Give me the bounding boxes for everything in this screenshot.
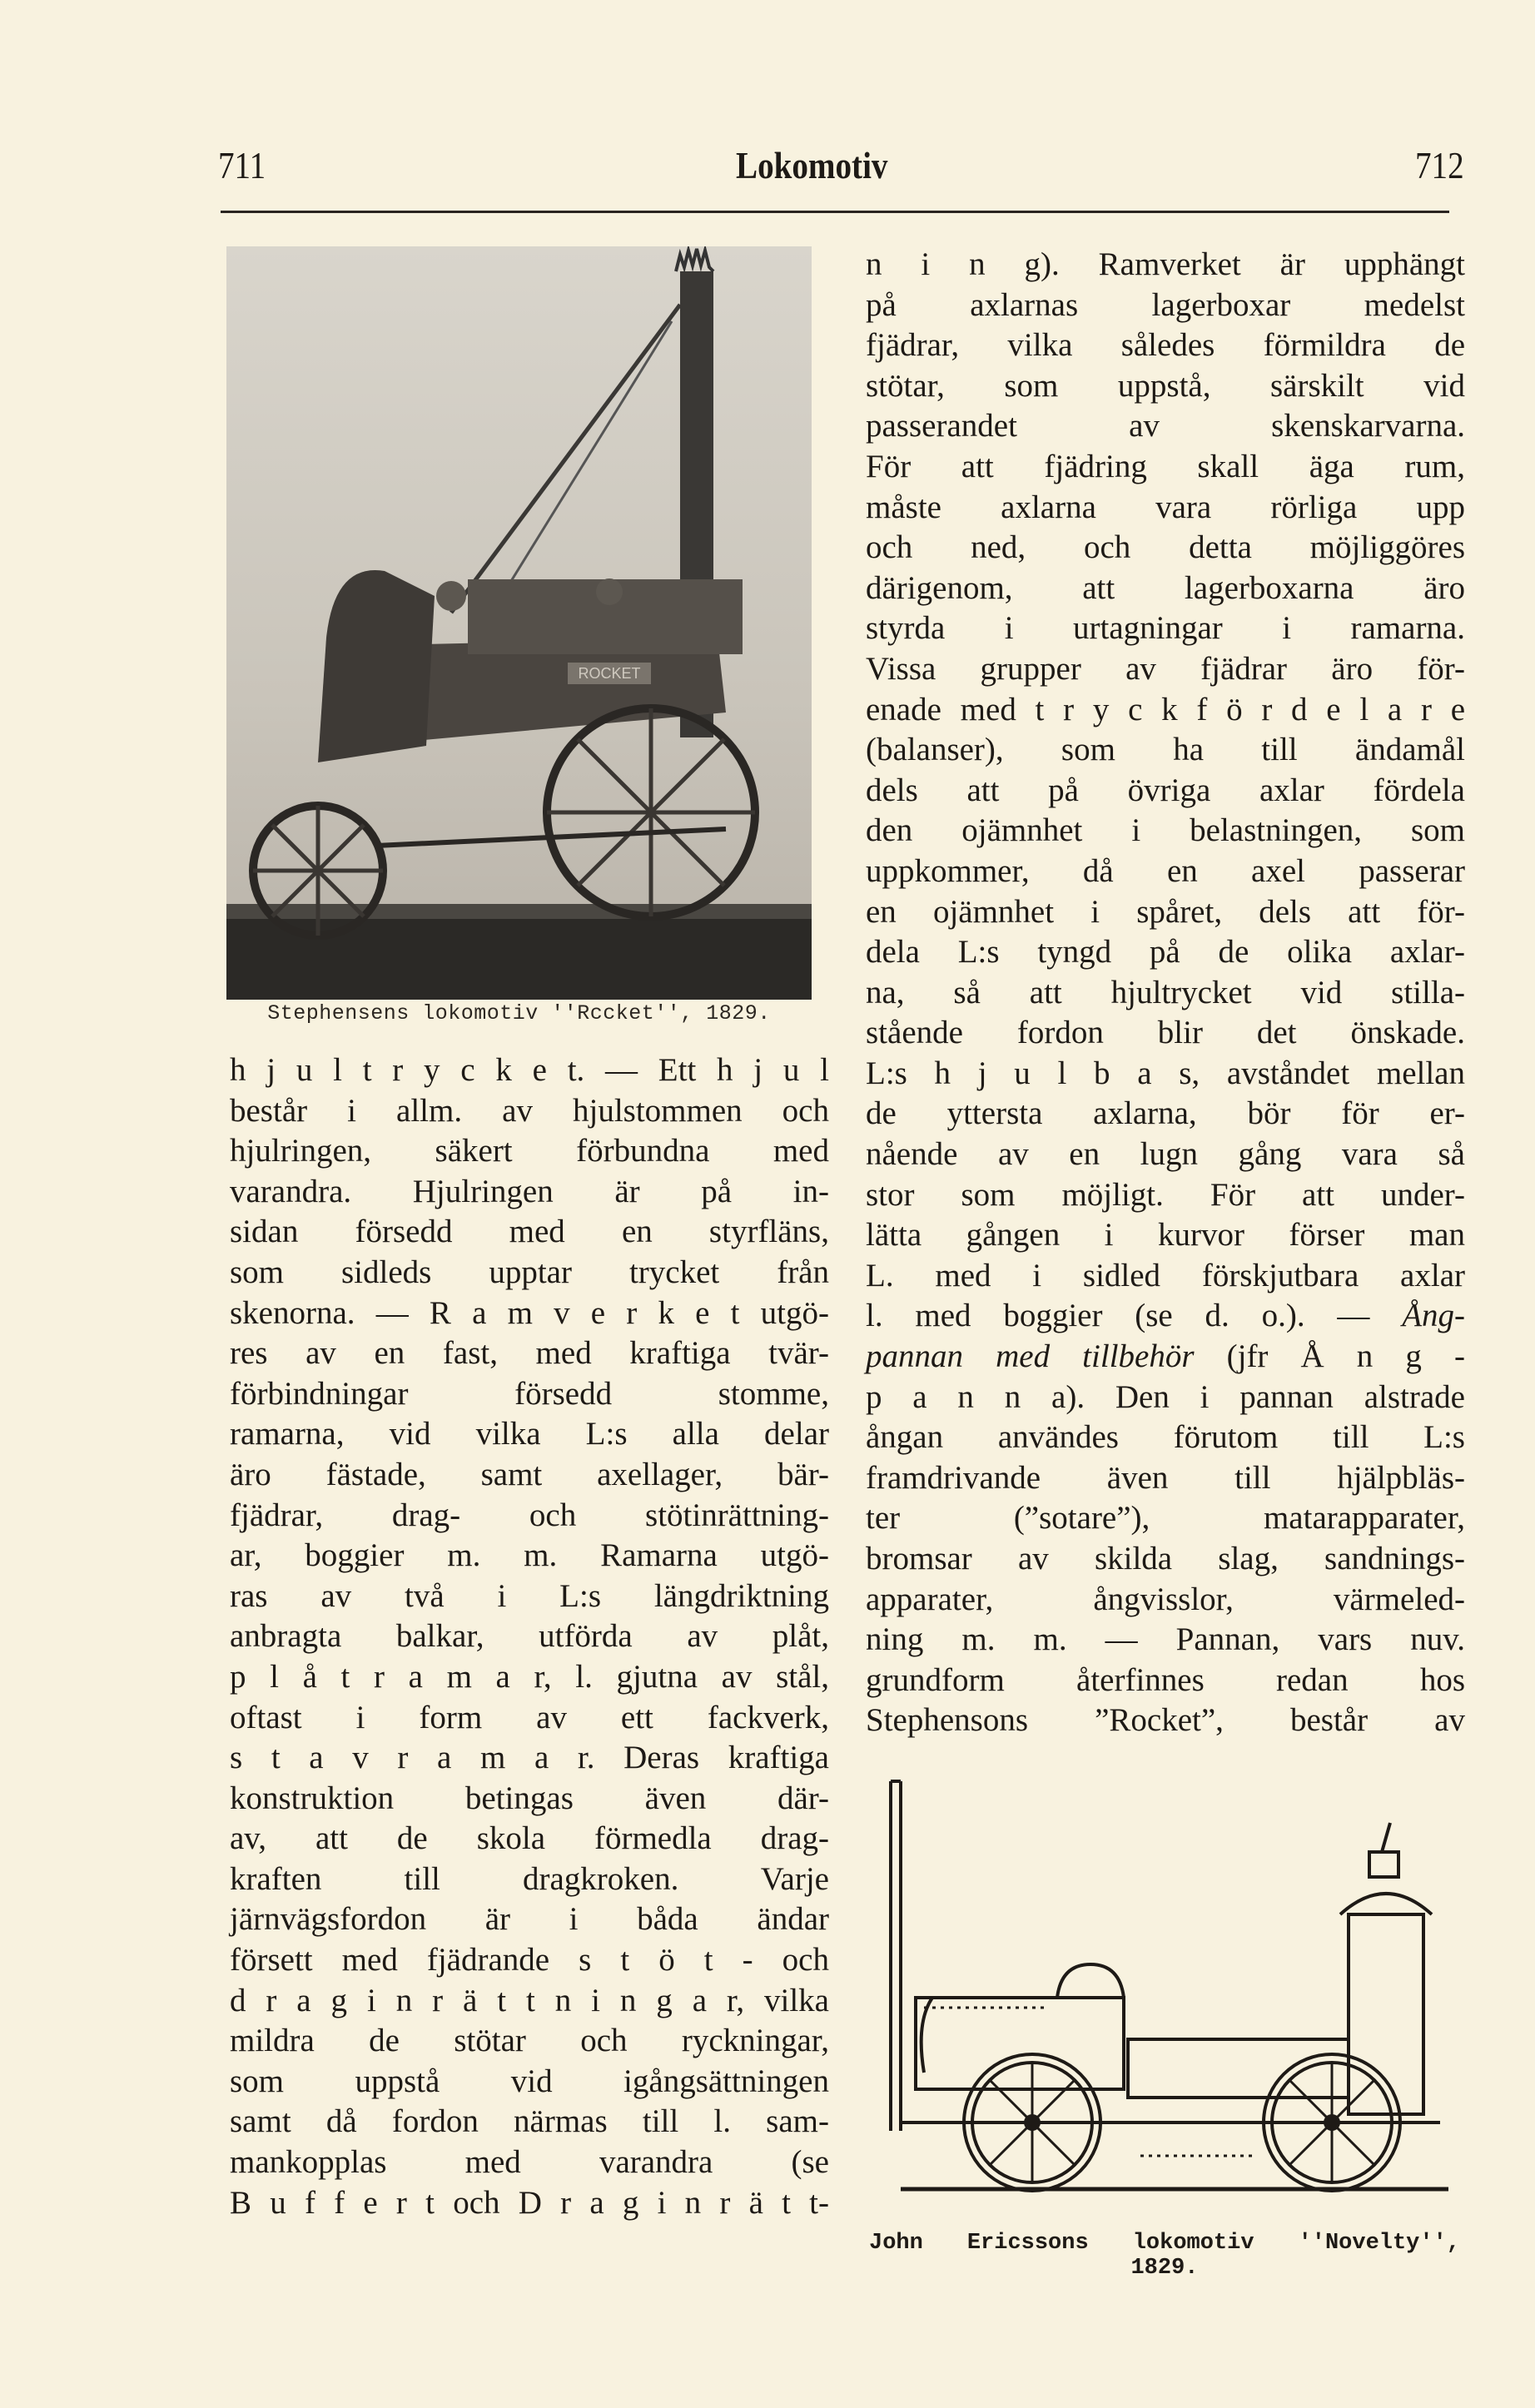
line-text: som uppstå vid igångsättningen	[230, 2063, 829, 2099]
text-line	[866, 649, 1465, 690]
text-line	[230, 1253, 829, 1293]
rocket-plate-text: ROCKET	[578, 665, 641, 682]
line-text: apparater, ångvisslor, värmeled-	[866, 1581, 1465, 1617]
line-text: oftast i form av ett fackverk,	[230, 1699, 829, 1735]
text-line	[866, 1215, 1465, 1256]
text-line	[866, 1539, 1465, 1580]
text-line	[866, 1417, 1465, 1458]
novelty-caption-line-2: 1829.	[1130, 2256, 1199, 2281]
line-text: L. med i sidled förskjutbara axlar	[866, 1257, 1465, 1293]
rocket-photo-caption: Stephensens lokomotiv ''Rccket'', 1829.	[267, 1001, 771, 1025]
running-title: Lokomotiv	[736, 144, 888, 186]
header-rule	[221, 211, 1449, 213]
text-line	[230, 1899, 829, 1940]
left-text-column	[230, 1050, 829, 2223]
line-text: på axlarnas lagerboxar medelst	[866, 286, 1465, 323]
text-line	[866, 528, 1465, 568]
line-text: (balanser), som ha till ändamål	[866, 732, 1465, 768]
text-line	[866, 285, 1465, 326]
text-line	[230, 1050, 829, 1091]
line-text: sidan försedd med en styrfläns,	[230, 1214, 829, 1250]
line-text: bromsar av skilda slag, sandnings-	[866, 1541, 1465, 1576]
text-line	[230, 1333, 829, 1374]
line-text: n i n g). Ramverket är upphängt	[866, 246, 1465, 282]
line-text: som sidleds upptar trycket från	[230, 1254, 829, 1290]
line-text: äro fästade, samt axellager, bär-	[230, 1456, 829, 1492]
text-line	[866, 1296, 1465, 1337]
line-text: måste axlarna vara rörliga upp	[866, 489, 1465, 525]
text-line	[230, 1496, 829, 1537]
novelty-locomotive-drawing	[866, 1773, 1465, 2218]
line-text: ter (”sotare”), matarapparater,	[866, 1500, 1465, 1537]
line-text: fjädrar, vilka således förmildra de	[866, 327, 1465, 364]
italic-text: Ång-	[1402, 1298, 1465, 1334]
line-text: l. med boggier (se d. o.). —	[866, 1298, 1403, 1334]
line-text: ning m. m. — Pannan, vars nuv.	[866, 1621, 1465, 1658]
line-text: hjulringen, säkert förbundna med	[230, 1133, 829, 1169]
line-text: de yttersta axlarna, bör för er-	[866, 1095, 1465, 1132]
text-line	[866, 1175, 1465, 1216]
line-text: s t a v r a m a r. Deras kraftiga	[230, 1740, 829, 1776]
text-line	[866, 892, 1465, 933]
line-text: h j u l t r y c k e t. — Ett h j u l	[230, 1052, 829, 1088]
text-line	[866, 608, 1465, 649]
line-text: och ned, och detta möjliggöres	[866, 529, 1465, 566]
text-line	[866, 1134, 1465, 1175]
text-line	[866, 771, 1465, 812]
line-text: framdrivande även till hjälpbläs-	[866, 1459, 1465, 1496]
right-text-column	[866, 245, 1465, 1741]
text-line	[230, 2021, 829, 2062]
text-line	[866, 1498, 1465, 1539]
text-line	[230, 1293, 829, 1334]
line-text: För att fjädring skall äga rum,	[866, 448, 1465, 484]
text-line	[230, 2102, 829, 2142]
text-line	[866, 730, 1465, 771]
text-line	[230, 1657, 829, 1698]
line-text: försett med fjädrande s t ö t - och	[230, 1942, 829, 1979]
text-line	[230, 1374, 829, 1415]
text-line	[230, 1940, 829, 1981]
text-line	[230, 1779, 829, 1820]
text-line	[230, 1738, 829, 1779]
line-text: passerandet av skenskarvarna.	[866, 408, 1465, 444]
page-number-left: 711	[218, 144, 266, 186]
text-line	[866, 245, 1465, 285]
text-line	[866, 1337, 1465, 1378]
text-line	[230, 1212, 829, 1253]
line-text: lätta gången i kurvor förser man	[866, 1217, 1465, 1254]
text-line	[866, 366, 1465, 407]
text-line	[866, 811, 1465, 851]
novelty-drawing-caption	[869, 2231, 1460, 2281]
text-line	[866, 325, 1465, 366]
line-text: uppkommer, då en axel passerar	[866, 852, 1465, 889]
line-text: stående fordon blir det önskade.	[866, 1015, 1465, 1051]
text-line	[866, 1458, 1465, 1499]
text-line	[230, 1981, 829, 2022]
line-text: varandra. Hjulringen är på in-	[230, 1173, 829, 1209]
text-line	[230, 2062, 829, 2103]
text-line	[230, 1131, 829, 1172]
text-line	[866, 851, 1465, 892]
text-line	[866, 1661, 1465, 1701]
rocket-locomotive-photo	[226, 246, 812, 1000]
line-text: stötar, som uppstå, särskilt vid	[866, 367, 1465, 404]
line-text: konstruktion betingas även där-	[230, 1780, 829, 1816]
line-text: dela L:s tyngd på de olika axlar-	[866, 934, 1465, 971]
line-text: ar, boggier m. m. Ramarna utgö-	[230, 1537, 829, 1574]
line-text: samt då fordon närmas till l. sam-	[230, 2103, 829, 2140]
text-line	[866, 568, 1465, 609]
line-text: p a n n a). Den i pannan alstrade	[866, 1378, 1465, 1415]
line-text: mankopplas med varandra (se	[230, 2144, 829, 2181]
text-line	[866, 973, 1465, 1014]
text-line	[866, 406, 1465, 447]
text-line	[866, 1620, 1465, 1661]
line-text: ångan användes förutom till L:s	[866, 1419, 1465, 1456]
text-line	[866, 1700, 1465, 1741]
text-line	[230, 1859, 829, 1900]
line-text: ras av två i L:s längdriktning	[230, 1577, 829, 1614]
line-text: d r a g i n r ä t t n i n g a r, vilka	[230, 1982, 829, 2018]
line-text: fjädrar, drag- och stötinrättning-	[230, 1497, 829, 1533]
line-text: res av en fast, med kraftiga tvär-	[230, 1335, 829, 1372]
line-text: av, att de skola förmedla drag-	[230, 1820, 829, 1857]
line-text: Vissa grupper av fjädrar äro för-	[866, 650, 1465, 687]
text-line	[230, 1576, 829, 1617]
text-line	[230, 2183, 829, 2224]
line-text: mildra de stötar och ryckningar,	[230, 2023, 829, 2059]
line-text: järnvägsfordon är i båda ändar	[230, 1901, 829, 1938]
text-line	[866, 932, 1465, 973]
line-text: Stephensons ”Rocket”, består av	[866, 1702, 1465, 1739]
text-line	[230, 1616, 829, 1657]
line-text: den ojämnhet i belastningen, som	[866, 812, 1465, 849]
page-number-right: 712	[1415, 144, 1464, 186]
text-line	[230, 1414, 829, 1455]
line-text: dels att på övriga axlar fördela	[866, 772, 1465, 808]
text-line	[230, 1536, 829, 1576]
text-line	[866, 1580, 1465, 1621]
text-line	[866, 488, 1465, 529]
text-line	[866, 1378, 1465, 1418]
text-line	[230, 1172, 829, 1213]
text-line	[866, 1054, 1465, 1095]
text-line	[230, 1698, 829, 1739]
text-line	[230, 1455, 829, 1496]
text-line	[866, 1013, 1465, 1054]
text-line	[866, 1256, 1465, 1297]
text-line	[866, 1094, 1465, 1134]
line-text: na, så att hjultrycket vid stilla-	[866, 974, 1465, 1010]
line-text: består i allm. av hjulstommen och	[230, 1092, 829, 1129]
line-text: enade med t r y c k f ö r d e l a r e	[866, 691, 1465, 727]
line-text: ramarna, vid vilka L:s alla delar	[230, 1416, 829, 1452]
line-text: stor som möjligt. För att under-	[866, 1176, 1465, 1213]
line-text: anbragta balkar, utförda av plåt,	[230, 1618, 829, 1655]
line-text: L:s h j u l b a s, avståndet mellan	[866, 1055, 1465, 1091]
line-text: (jfr Å n g -	[1194, 1338, 1465, 1375]
line-text: styrda i urtagningar i ramarna.	[866, 610, 1465, 647]
line-text: en ojämnhet i spåret, dels att för-	[866, 893, 1465, 930]
text-line	[230, 1819, 829, 1859]
line-text: därigenom, att lagerboxarna äro	[866, 569, 1465, 606]
text-line	[866, 447, 1465, 488]
line-text: kraften till dragkroken. Varje	[230, 1860, 829, 1897]
text-line	[866, 690, 1465, 731]
italic-text: pannan med tillbehör	[866, 1338, 1195, 1375]
line-text: skenorna. — R a m v e r k e t utgö-	[230, 1294, 829, 1331]
line-text: nående av en lugn gång vara så	[866, 1136, 1465, 1173]
line-text: B u f f e r t och D r a g i n r ä t t-	[230, 2184, 829, 2221]
text-line	[230, 1091, 829, 1132]
line-text: förbindningar försedd stomme,	[230, 1375, 829, 1412]
novelty-caption-line-1: John Ericssons lokomotiv ''Novelty'',	[869, 2231, 1460, 2256]
line-text: p l å t r a m a r, l. gjutna av stål,	[230, 1658, 829, 1695]
text-line	[230, 2142, 829, 2183]
line-text: grundform återfinnes redan hos	[866, 1661, 1465, 1698]
